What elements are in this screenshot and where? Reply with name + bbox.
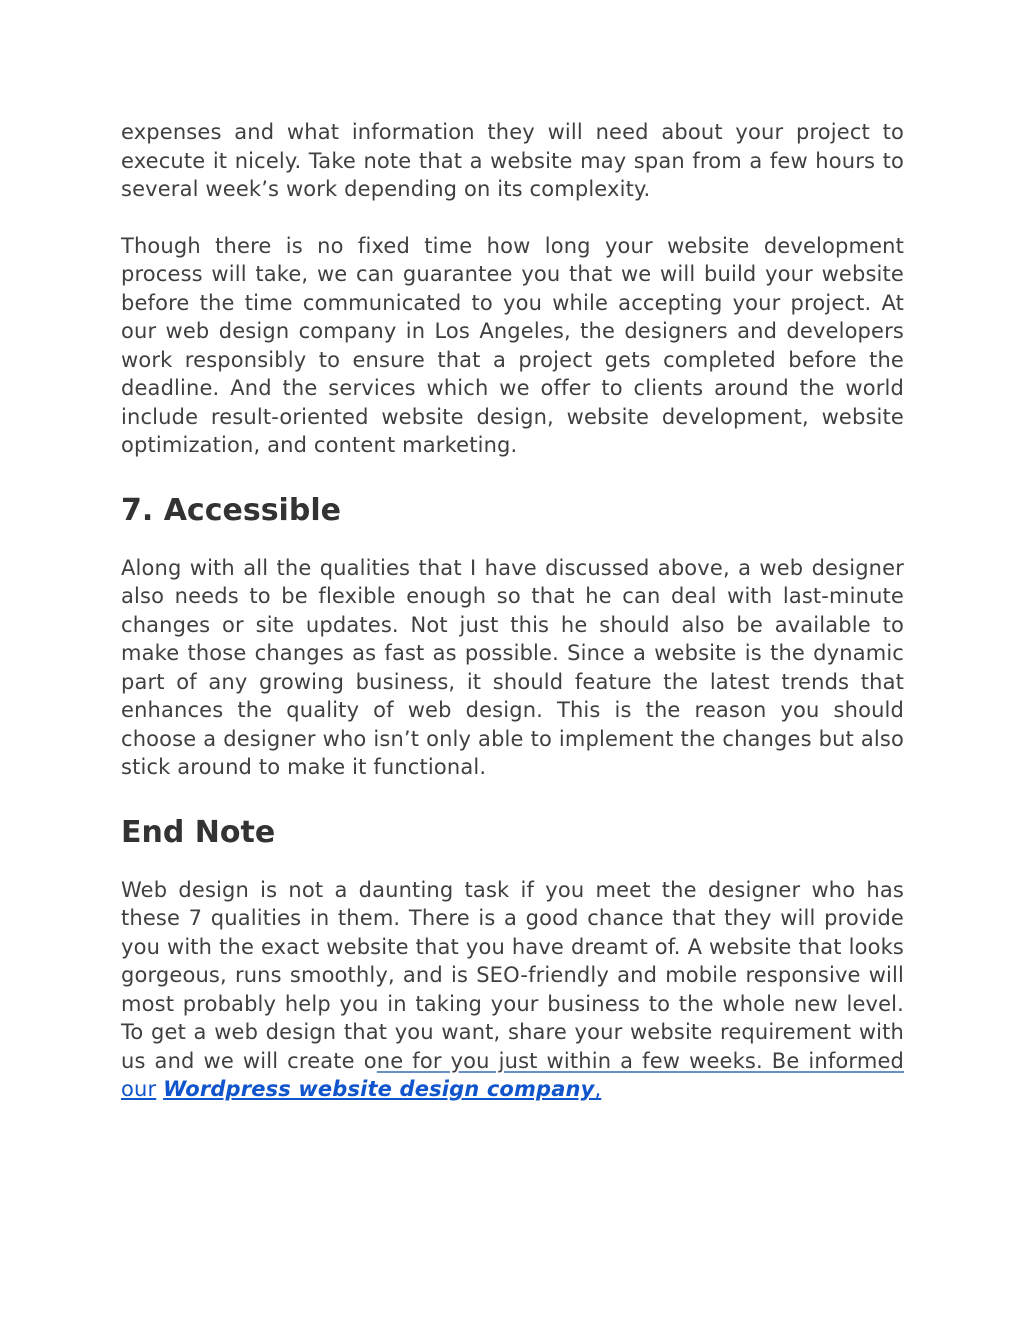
heading-accessible: 7. Accessible <box>121 492 341 528</box>
heading-end-note: End Note <box>121 814 276 850</box>
paragraph-development-time: Though there is no fixed time how long your website development process will take, we can guarantee you that we will build your website before the time communicated to you while accepting your project. At our web design company in Los Angeles, the designers and developers work responsibly to ensure that a project gets completed before the deadline. And the services which we offer to clients around the world include result-oriented website design, website development, website optimization, and content marketing. <box>121 233 904 457</box>
paragraph-accessible: Along with all the qualities that I have discussed above, a web designer also needs to be flexible enough so that he can deal with last-minute changes or site updates. Not just this he should also be available to make those changes as fast as possible. Since a website is the dynamic part of any growing business, it should feature the latest trends that enhances the quality of web design. This is the reason you should choose a designer who isn’t only able to implement the changes but also stick around to make it functional. <box>121 555 904 779</box>
paragraph-expenses: expenses and what information they will need about your project to execute it nicely. Take note that a website may span from a few hours to several week’s work depending on its complexity. <box>121 120 904 201</box>
end-note-underlined-text: ne for you just within a few weeks. Be informed <box>376 1048 904 1073</box>
link-wordpress-website-design-company[interactable]: Wordpress website design company <box>163 1077 595 1101</box>
link-our[interactable]: our <box>121 1077 157 1101</box>
paragraph-end-note <box>121 876 904 1104</box>
end-note-text: Web design is not a daunting task if you meet the designer who has these 7 qualities in them. There is a good chance that they will provide you with the exact website that you have dreamt of. A website that looks gorgeous, runs smoothly, and is SEO-friendly and mobile responsive will most probably help you in taking your business to the whole new level. To get a web design that you want, share your website requirement with us and we will create o <box>121 877 904 1073</box>
link-comma[interactable]: , <box>594 1077 602 1101</box>
document-page <box>121 118 904 1104</box>
